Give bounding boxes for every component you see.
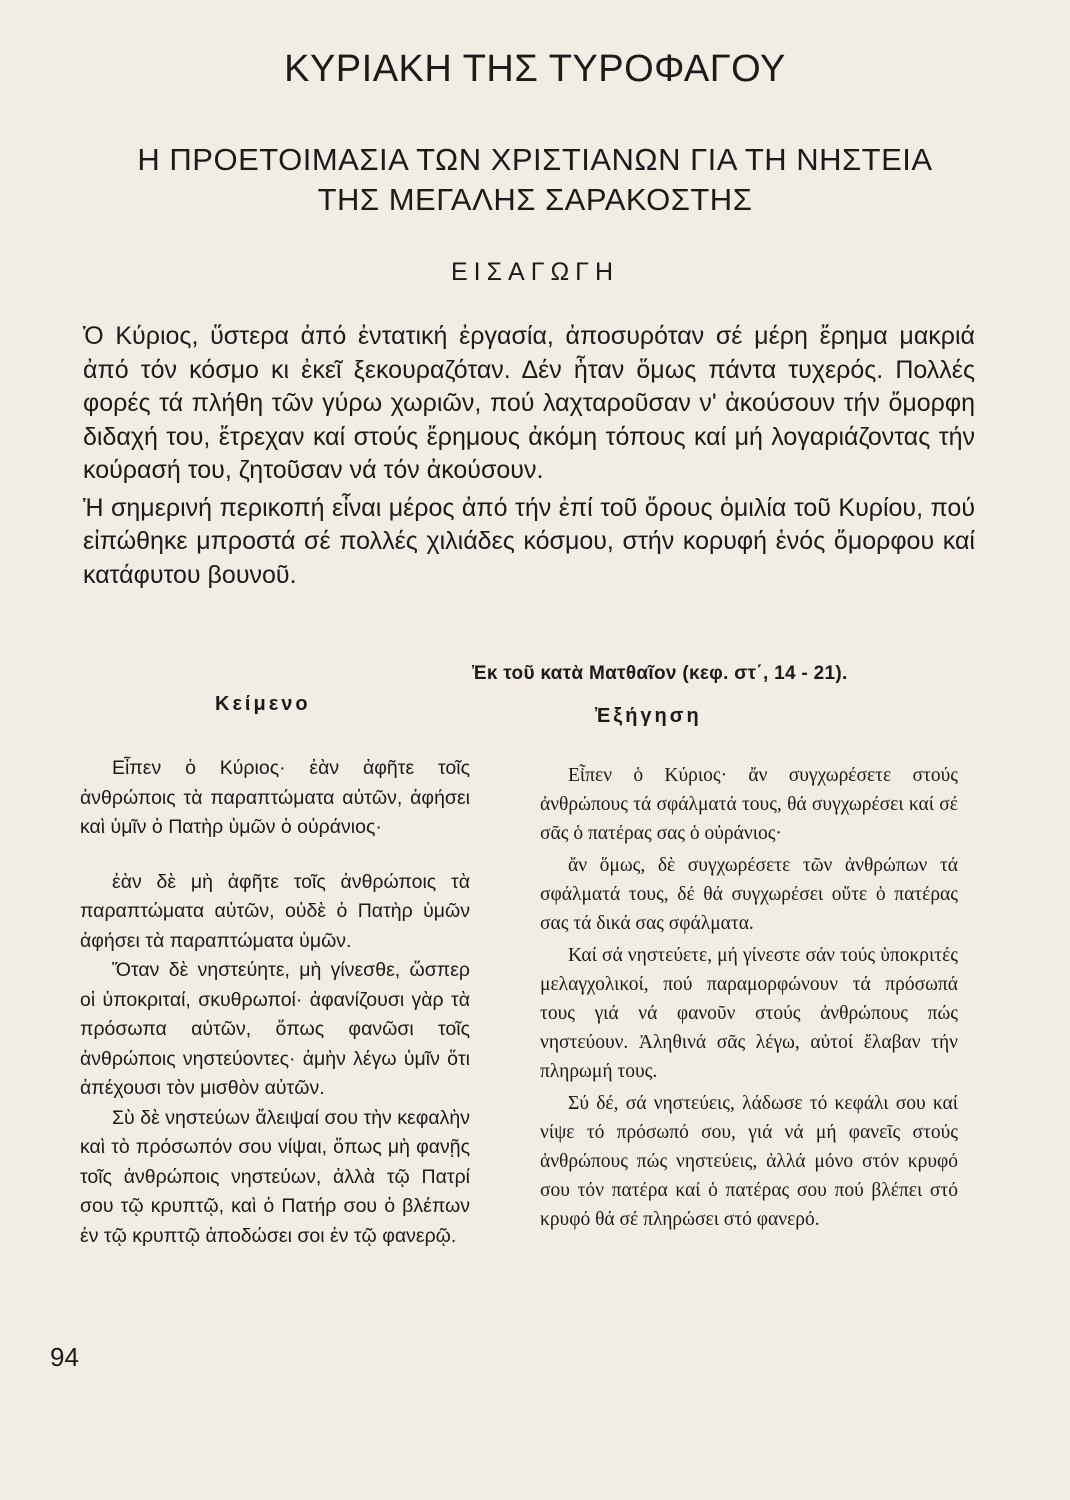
explanation-paragraph: Σύ δέ, σά νηστεύεις, λάδωσε τό κεφάλι σου καί νίψε τό πρόσωπό σου, γιά νά μή φανεῖς στούς ἀνθρώπους πώς νηστεύεις, ἀλλά μόνο στόν κρυφό σου τόν πατέρα καί ὁ πατέρας σου πού βλέπει στό κρυφό θά σέ πληρώσει στό φανερό.	[540, 1093, 958, 1230]
text-column-heading: Κείμενο	[215, 693, 311, 715]
explanation-paragraph: ἄν ὅμως, δὲ συγχωρέσετε τῶν ἀνθρώπων τά σφάλματά τους, δέ θά συγχωρέσει οὔτε ὁ πατέρας σας τά δικά σας σφάλματα.	[540, 855, 958, 934]
text-paragraph: Σὺ δὲ νηστεύων ἄλειψαί σου τὴν κεφαλὴν καὶ τὸ πρόσωπόν σου νίψαι, ὅπως μὴ φανῇς τοῖς ἀνθρώποις νηστεύων, ἀλλὰ τῷ Πατρί σου τῷ κρυπτῷ, καὶ ὁ Πατήρ σου ὁ βλέπων ἐν τῷ κρυπτῷ ἀποδώσει σοι ἐν τῷ φανερῷ.	[80, 1106, 470, 1247]
explanation-paragraph: Καί σά νηστεύετε, μή γίνεστε σάν τούς ὑποκριτές μελαγχολικοί, πού παραμορφώνουν τά πρόσωπά τους γιά νά φανοῦν στούς ἀνθρώπους πώς νηστεύουν. Ἀληθινά σᾶς λέγω, αὐτοί ἔλαβαν τήν πληρωμή τους.	[540, 945, 958, 1082]
intro-paragraph-2: Ἡ σημερινή περικοπή εἶναι μέρος ἀπό τήν ἐπί τοῦ ὄρους ὁμιλία τοῦ Κυρίου, πού εἰπώθηκε μπροστά σέ πολλές χιλιάδες κόσμου, στήν κορυφή ἑνός ὄμορφου καί κατάφυτου βουνοῦ.	[83, 493, 975, 589]
intro-paragraph-1: Ὁ Κύριος, ὕστερα ἀπό ἐντατική ἐργασία, ἀποσυρόταν σέ μέρη ἔρημα μακριά ἀπό τόν κόσμο κι ἐκεῖ ξεκουραζόταν. Δέν ἦταν ὅμως πάντα τυχερός. Πολλές φορές τά πλήθη τῶν γύρω χωριῶν, πού λαχταροῦσαν ν' ἀκούσουν τήν ὄμορφη διδαχή του, ἔτρεχαν καί στούς ἔρημους ἀκόμη τόπους καί μή λογαριάζοντας τήν κούρασή του, ζητοῦσαν νά τόν ἀκούσουν.	[83, 322, 975, 484]
text-column	[80, 754, 470, 1251]
page-number: 94	[50, 1342, 79, 1372]
page-subtitle	[0, 140, 1070, 220]
subtitle-line-1: Η ΠΡΟΕΤΟΙΜΑΣΙΑ ΤΩΝ ΧΡΙΣΤΙΑΝΩΝ ΓΙΑ ΤΗ ΝΗΣΤΕΙΑ	[137, 142, 933, 177]
explanation-column	[540, 761, 958, 1234]
scripture-reference: Ἐκ τοῦ κατὰ Ματθαῖον (κεφ. στ΄, 14 - 21).	[472, 663, 848, 684]
explanation-paragraph: Εἶπεν ὁ Κύριος· ἄν συγχωρέσετε στούς ἀνθρώπους τά σφάλματά τους, θά συγχωρέσει καί σέ σᾶς ὁ πατέρας σας ὁ οὐράνιος·	[540, 765, 958, 844]
text-paragraph: Εἶπεν ὁ Κύριος· ἐὰν ἀφῆτε τοῖς ἀνθρώποις τὰ παραπτώματα αὐτῶν, ἀφήσει καὶ ὑμῖν ὁ Πατὴρ ὑμῶν ὁ οὐράνιος·	[80, 757, 470, 838]
subtitle-line-2: ΤΗΣ ΜΕΓΑΛΗΣ ΣΑΡΑΚΟΣΤΗΣ	[317, 182, 753, 217]
intro-text	[83, 320, 975, 592]
page-title: ΚΥΡΙΑΚΗ ΤΗΣ ΤΥΡΟΦΑΓΟΥ	[284, 48, 786, 90]
text-paragraph: ἐὰν δὲ μὴ ἀφῆτε τοῖς ἀνθρώποις τὰ παραπτώματα αὐτῶν, οὐδὲ ὁ Πατὴρ ὑμῶν ἀφήσει τὰ παραπτώματα ὑμῶν.	[80, 870, 470, 952]
text-paragraph: Ὅταν δὲ νηστεύητε, μὴ γίνεσθε, ὥσπερ οἱ ὑποκριταί, σκυθρωποί· ἀφανίζουσι γὰρ τὰ πρόσωπα αὐτῶν, ὅπως φανῶσι τοῖς ἀνθρώποις νηστεύοντες· ἀμὴν λέγω ὑμῖν ὅτι ἀπέχουσι τὸν μισθὸν αὐτῶν.	[80, 959, 470, 1099]
section-heading: ΕΙΣΑΓΩΓΗ	[450, 258, 620, 286]
explanation-column-heading: Ἐξήγηση	[595, 705, 702, 727]
